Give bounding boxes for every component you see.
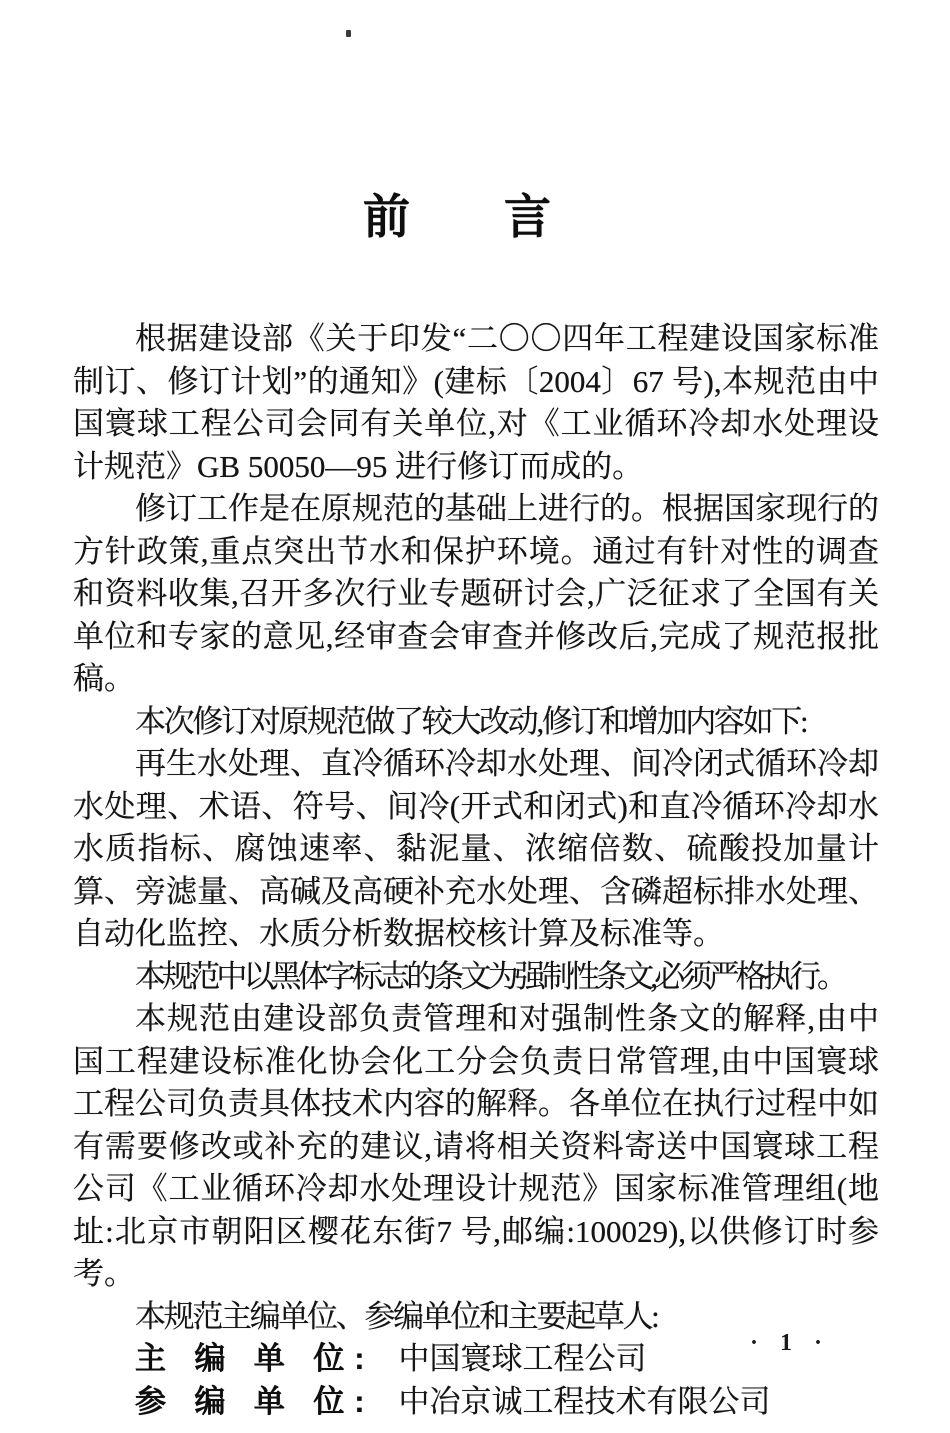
paragraph-basis: 根据建设部《关于印发“二〇〇四年工程建设国家标准制订、修订计划”的通知》(建标〔2004〕67 号),本规范由中国寰球工程公司会同有关单位,对《工业循环冷却水处理设计规范》GB 50050—95 进行修订而成的。 [73,321,879,484]
chief-editor-label: 主 编 单 位: [135,1341,375,1376]
co-editor-value: 中冶京诚工程技术有限公司 [398,1383,771,1419]
page-title: 前 言 [363,190,551,243]
scan-speck [346,30,351,37]
paragraph-changes-intro: 本次修订对原规范做了较大改动,修订和增加内容如下: [135,703,807,739]
page-number: · 1 · [750,1330,831,1356]
chief-editor-value: 中国寰球工程公司 [398,1341,647,1376]
paragraph-revision-work: 修订工作是在原规范的基础上进行的。根据国家现行的方针政策,重点突出节水和保护环境。通过有针对性的调查和资料收集,召开多次行业专题研讨会,广泛征求了全国有关单位和专家的意见,经审查会审查并修改后,完成了规范报批稿。 [73,491,879,696]
paragraph-changes-list: 再生水处理、直冷循环冷却水处理、间冷闭式循环冷却水处理、术语、符号、间冷(开式和闭式)和直冷循环冷却水水质指标、腐蚀速率、黏泥量、浓缩倍数、硫酸投加量计算、旁滤量、高碱及高硬补充水处理、含磷超标排水处理、自动化监控、水质分析数据校核计算及标准等。 [73,746,879,951]
document-body [73,318,879,1423]
paragraph-management: 本规范由建设部负责管理和对强制性条文的解释,由中国工程建设标准化协会化工分会负责日常管理,由中国寰球工程公司负责具体技术内容的解释。各单位在执行过程中如有需要修改或补充的建议,请将相关资料寄送中国寰球工程公司《工业循环冷却水处理设计规范》国家标准管理组(地址:北京市朝阳区樱花东街7 号,邮编:100029),以供修订时参考。 [73,1001,879,1291]
co-editor-label: 参 编 单 位: [135,1383,375,1419]
co-editor-row [73,1381,879,1424]
paragraph-mandatory-provisions: 本规范中以黑体字标志的条文为强制性条文,必须严格执行。 [135,958,845,994]
paragraph-editors-intro: 本规范主编单位、参编单位和主要起草人: [135,1298,658,1334]
